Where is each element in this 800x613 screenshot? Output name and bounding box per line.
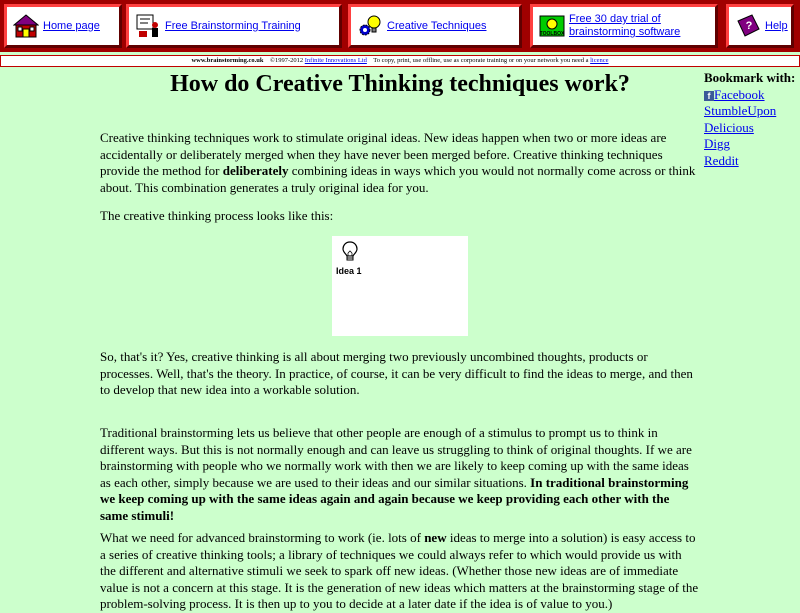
svg-text:?: ? [745,20,753,32]
training-icon [135,13,161,39]
nav-techniques-label: Creative Techniques [387,19,487,32]
paragraph-advanced: What we need for advanced brainstorming to work (ie. lots of new ideas to merge into a solution) is easy access to a series of creative thinking tools; a library of techniques we could always refer to which would provide us with the different and alternative stimuli we seek to spark off new ideas. (Whether those new ideas are of immediate value is not a concern at this stage. It is the generation of new ideas which matters at the brainstorming stage of the problem-solving process. It is then up to you to decide at a later date if the idea is of value to you.) [100,530,699,611]
bookmark-reddit-link[interactable]: Reddit [704,152,739,168]
bookmark-facebook-link[interactable]: Facebook [714,86,765,102]
nav-trial-button[interactable] [530,4,718,48]
top-nav-bar [0,0,800,52]
paragraph-theory: So, that's it? Yes, creative thinking is all about merging two previously uncombined thoughts, products or processes. Well, that's the theory. In practice, of course, it can be very difficult to find the ideas to merge, and then to develop that new idea into a workable solution. [100,349,693,397]
toolbox-icon [539,13,565,39]
help-book-icon [735,13,761,39]
process-diagram [332,236,468,336]
bookmark-stumbleupon-link[interactable]: StumbleUpon [704,103,777,118]
page-title: How do Creative Thinking techniques work? [170,71,630,97]
facebook-icon: f [704,91,714,101]
nav-training-button[interactable] [126,4,342,48]
licence-link[interactable]: licence [590,57,609,64]
svg-text:TOOLBOX: TOOLBOX [539,31,565,37]
nav-trial-label: Free 30 day trial of brainstorming software [569,13,681,38]
nav-home-label: Home page [43,19,100,32]
bookmark-delicious-link[interactable]: Delicious [704,119,754,135]
site-name: www.brainstorming.co.uk [191,57,264,64]
copyright-strip [0,55,800,67]
bookmark-digg-link[interactable]: Digg [704,136,730,151]
nav-home-button[interactable] [4,4,122,48]
bookmark-sidebar [704,70,800,169]
nav-help-label: Help [765,19,788,32]
bookmark-heading: Bookmark with: [704,70,796,85]
company-link[interactable]: Infinite Innovations Ltd [304,57,367,64]
house-icon [13,13,39,39]
paragraph-process-intro: The creative thinking process looks like this: [100,208,334,223]
nav-help-button[interactable] [726,4,794,48]
paragraph-traditional: Traditional brainstorming lets us believe that other people are enough of a stimulus to prompt us to think in different ways. But this is not normally enough and can leave us struggling to think of original thoughts. If we are brainstorming with people who we normally work with then we are likely to keep coming up with the same ideas as each other, simply because we are used to their ideas and our similar situations. In traditional brainstorming we keep coming up with the same ideas again and again because we keep providing each other with the same stimuli! [100,425,692,523]
licence-notice: To copy, print, use offline, use as corporate training or on your network you need a [373,57,589,64]
nav-training-label: Free Brainstorming Training [165,19,301,32]
copyright-years: ©1997-2012 [270,57,304,64]
nav-techniques-button[interactable] [348,4,522,48]
diagram-caption: Idea 1 [336,266,362,276]
paragraph-intro: Creative thinking techniques work to stimulate original ideas. New ideas happen when two or more ideas are accidentally or deliberately merged when they have never been merged before. Creative thinking techniques provide the method for deliberately combining ideas in ways which you would not normally come across or think about. This combination generates a truly original idea for you. [100,130,696,195]
lightbulb-gear-icon [357,13,383,39]
